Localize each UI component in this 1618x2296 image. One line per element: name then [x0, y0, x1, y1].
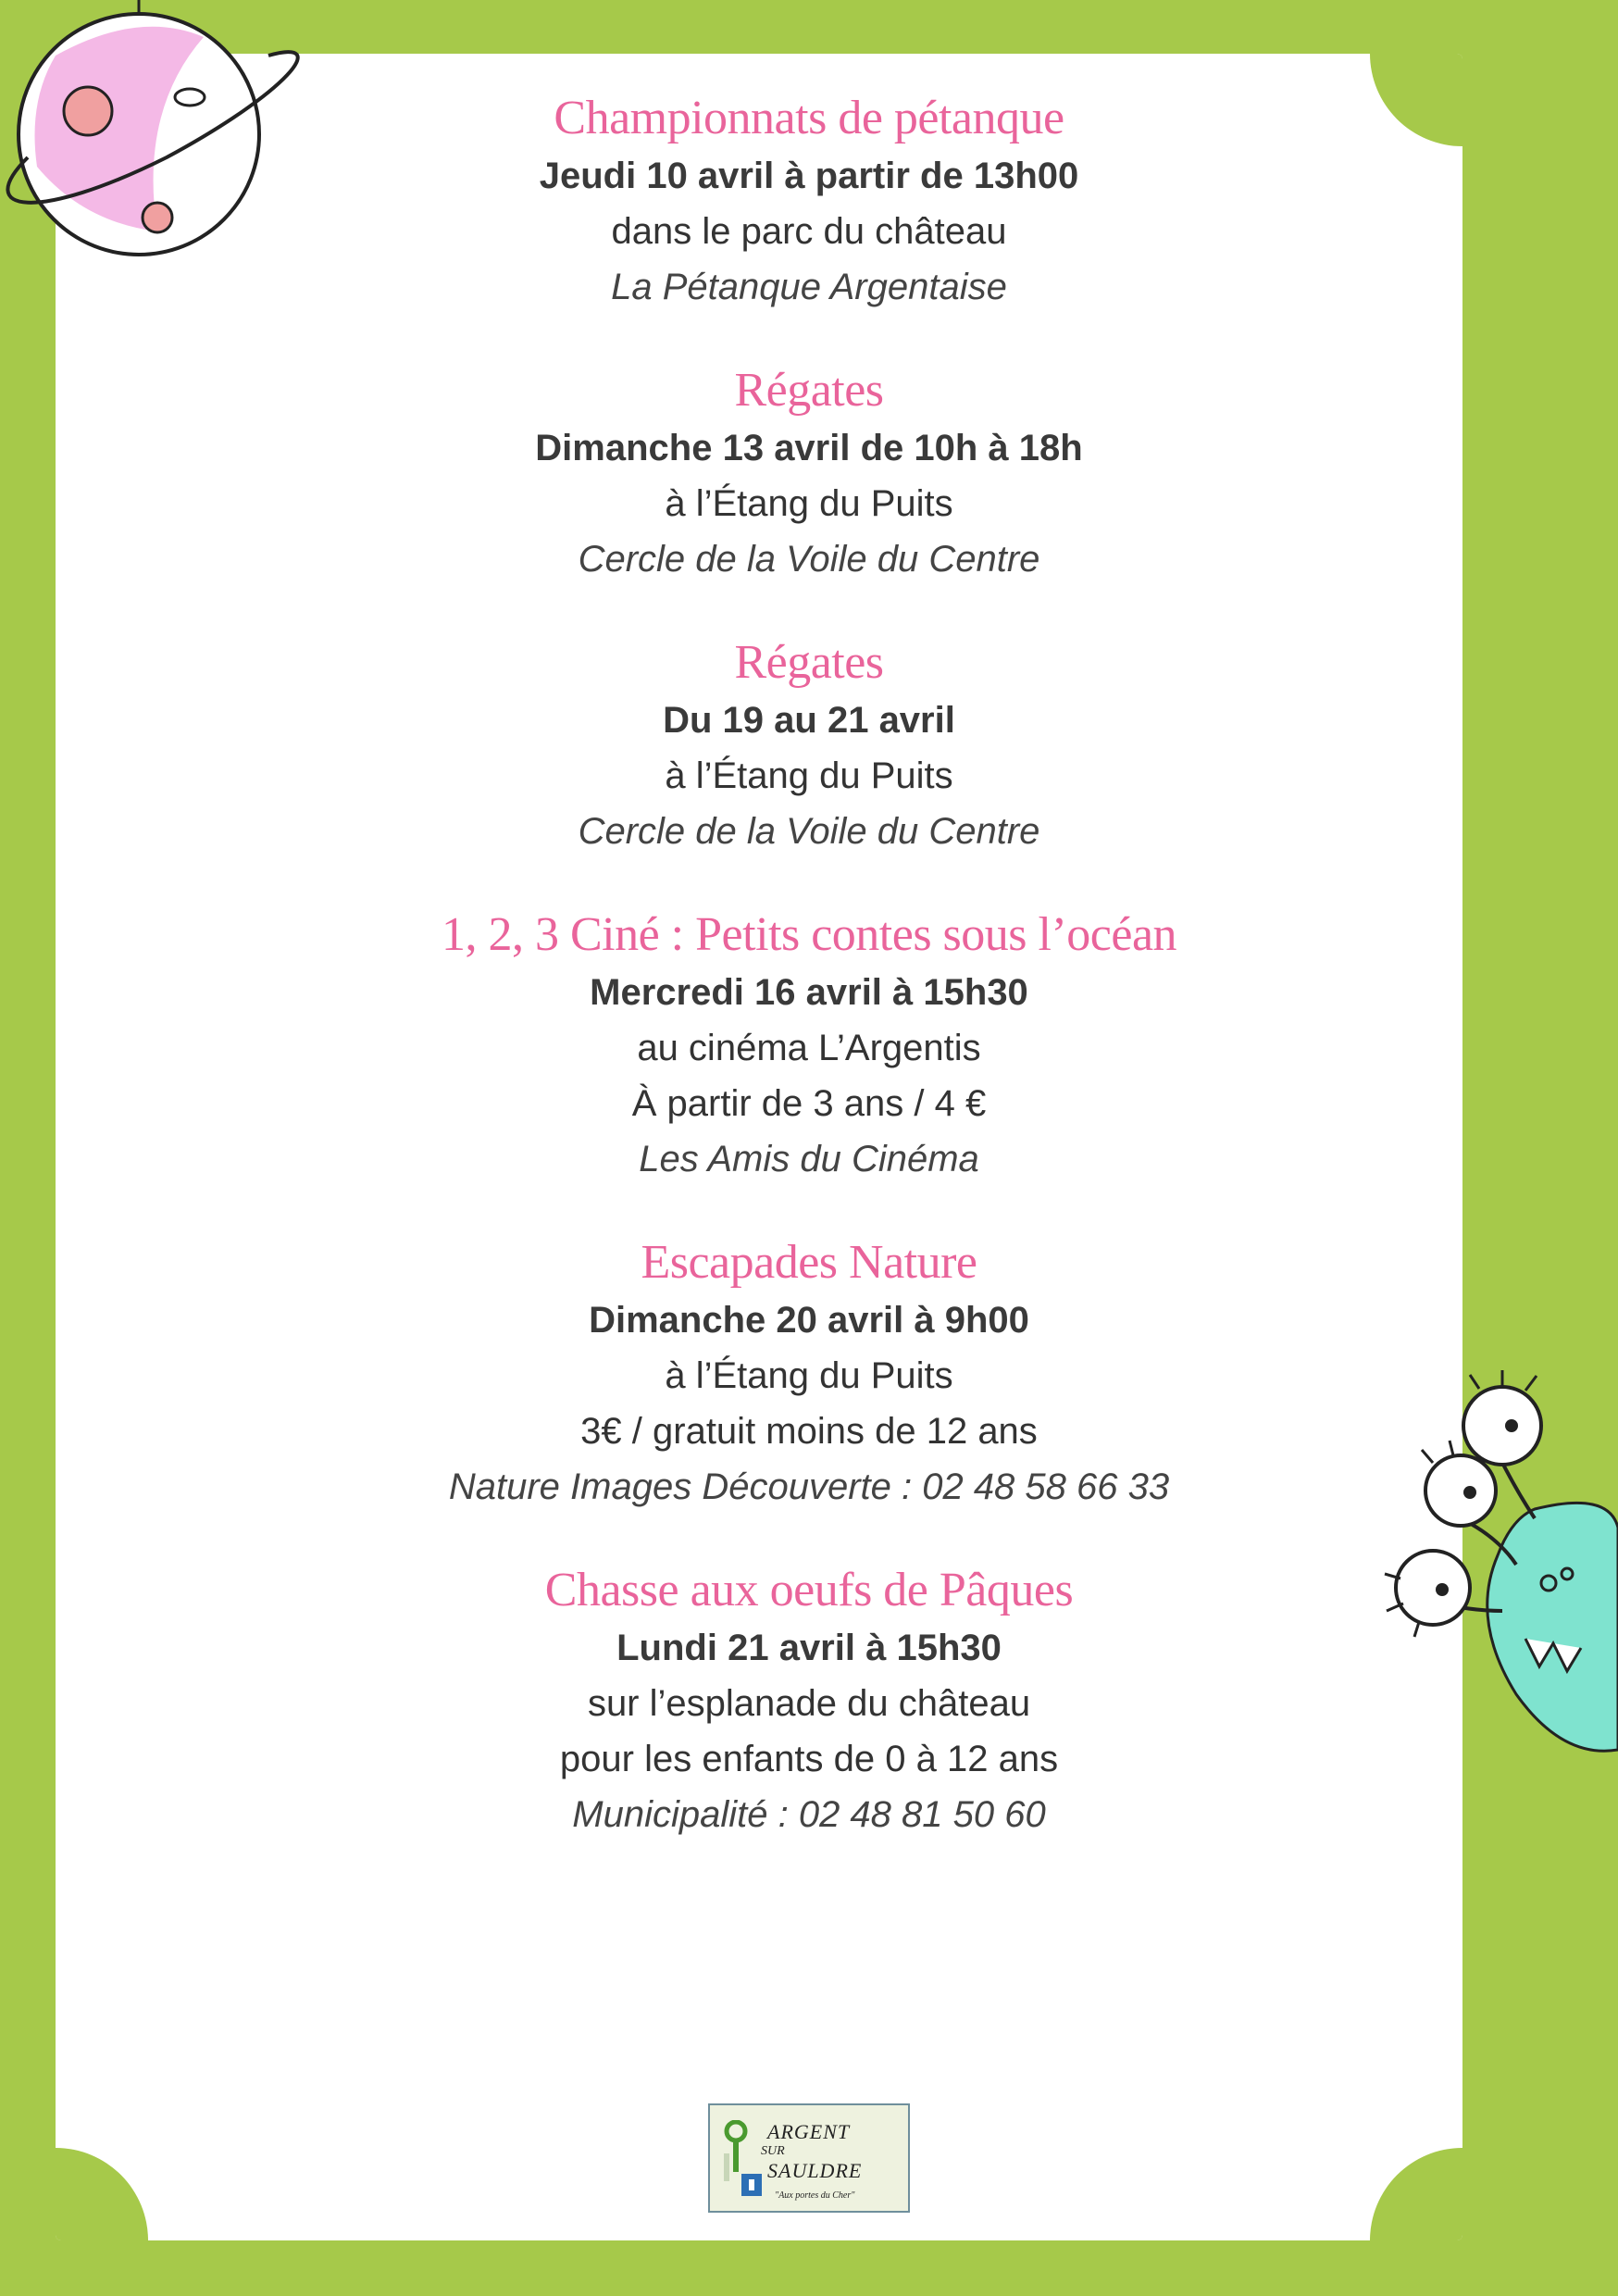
event-title: Chasse aux oeufs de Pâques: [544, 1564, 1074, 1616]
event-detail: À partir de 3 ans / 4 €: [631, 1083, 987, 1124]
event-block: [56, 1233, 1562, 1515]
event-organizer: Les Amis du Cinéma: [639, 1139, 979, 1179]
event-organizer: Cercle de la Voile du Centre: [578, 811, 1040, 852]
logo-tagline: "Aux portes du Cher": [775, 2190, 855, 2201]
event-organizer: La Pétanque Argentaise: [611, 267, 1007, 307]
event-date: Jeudi 10 avril à partir de 13h00: [539, 156, 1079, 196]
event-title: Régates: [734, 636, 884, 689]
event-title: Escapades Nature: [641, 1236, 977, 1289]
logo-text: ARGENT: [767, 2120, 851, 2143]
corner-cutout: [1370, 2148, 1462, 2240]
event-title: Régates: [734, 364, 884, 417]
event-date: Dimanche 20 avril à 9h00: [589, 1300, 1029, 1341]
event-organizer: Municipalité : 02 48 81 50 60: [572, 1794, 1046, 1835]
event-block: [56, 1561, 1562, 1842]
event-detail: dans le parc du château: [611, 211, 1007, 252]
corner-cutout: [56, 2148, 148, 2240]
logo-text: SUR: [761, 2144, 785, 2158]
event-block: [56, 361, 1562, 587]
event-date: Dimanche 13 avril de 10h à 18h: [535, 428, 1083, 468]
event-block: [56, 905, 1562, 1187]
event-title: Championnats de pétanque: [554, 92, 1064, 144]
event-detail: au cinéma L’Argentis: [637, 1028, 981, 1068]
event-date: Lundi 21 avril à 15h30: [616, 1628, 1002, 1668]
event-block: [56, 633, 1562, 859]
event-organizer: Nature Images Découverte : 02 48 58 66 33: [448, 1466, 1170, 1507]
key-icon: [721, 2120, 764, 2200]
logo-text: SAULDRE: [767, 2159, 863, 2182]
event-date: Mercredi 16 avril à 15h30: [590, 972, 1028, 1013]
event-detail: 3€ / gratuit moins de 12 ans: [580, 1411, 1038, 1452]
event-detail: pour les enfants de 0 à 12 ans: [559, 1739, 1059, 1779]
event-detail: à l’Étang du Puits: [665, 1355, 953, 1396]
town-logo: [708, 2103, 910, 2213]
event-detail: sur l’esplanade du château: [587, 1683, 1031, 1724]
event-block: [56, 89, 1562, 315]
event-organizer: Cercle de la Voile du Centre: [578, 539, 1040, 580]
event-title: 1, 2, 3 Ciné : Petits contes sous l’océan: [441, 908, 1177, 961]
event-detail: à l’Étang du Puits: [665, 755, 953, 796]
events-list: [56, 89, 1562, 1889]
event-detail: à l’Étang du Puits: [665, 483, 953, 524]
event-date: Du 19 au 21 avril: [663, 700, 955, 741]
